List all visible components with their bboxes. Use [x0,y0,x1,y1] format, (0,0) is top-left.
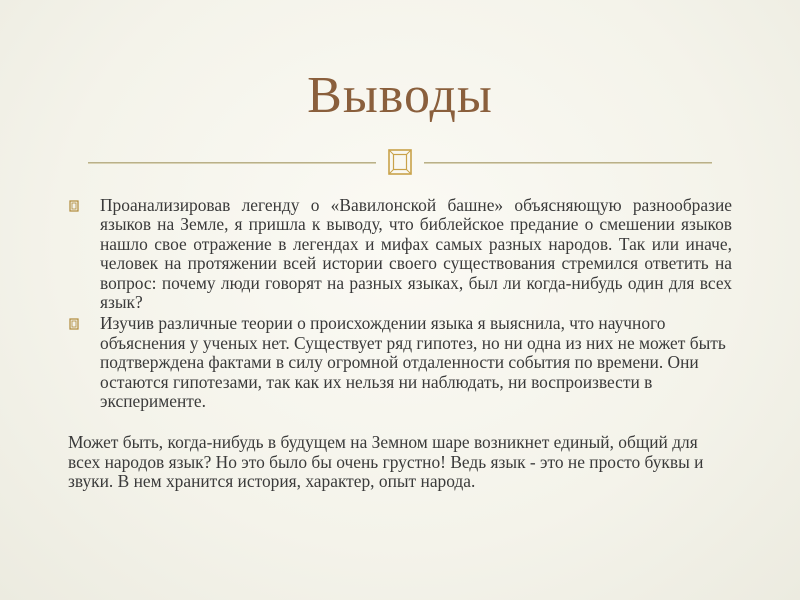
slide-body [68,196,732,492]
bullet-item-2 [68,314,732,411]
title-divider [0,140,800,180]
bullet-text-1: Проанализировав легенду о «Вавилонской башне» объясняющую разнообразие языков на Земле, я пришла к выводу, что библейское предание о смешении языков нашло свое отражение в легендах и мифах самых разных народов. Так или иначе, человек на протяжении всей истории своего существования стремился ответить на вопрос: почему люди говорят на разных языках, был ли когда-нибудь один для всех язык? [100,195,732,313]
closing-paragraph: Может быть, когда-нибудь в будущем на Земном шаре возникнет единый, общий для всех народов язык? Но это было бы очень грустно! Ведь язык - это не просто буквы и звуки. В нем хранится история, характер, опыт народа. [68,432,704,492]
bullet-text-2: Изучив различные теории о происхождении языка я выяснила, что научного объяснения у ученых нет. Существует ряд гипотез, но ни одна из них не может быть подтверждена фактами в силу огромной отдаленности события по времени. Они остаются гипотезами, так как их нельзя ни наблюдать, ни воспроизвести в эксперименте. [100,313,726,412]
bullet-item-1 [68,196,732,312]
divider-line-right [424,162,712,164]
square-bullet-icon [68,316,82,332]
slide-title: Выводы [307,67,493,124]
divider-line-left [88,162,376,164]
diamond-ornament-icon [385,146,415,178]
square-bullet-icon [68,198,82,214]
